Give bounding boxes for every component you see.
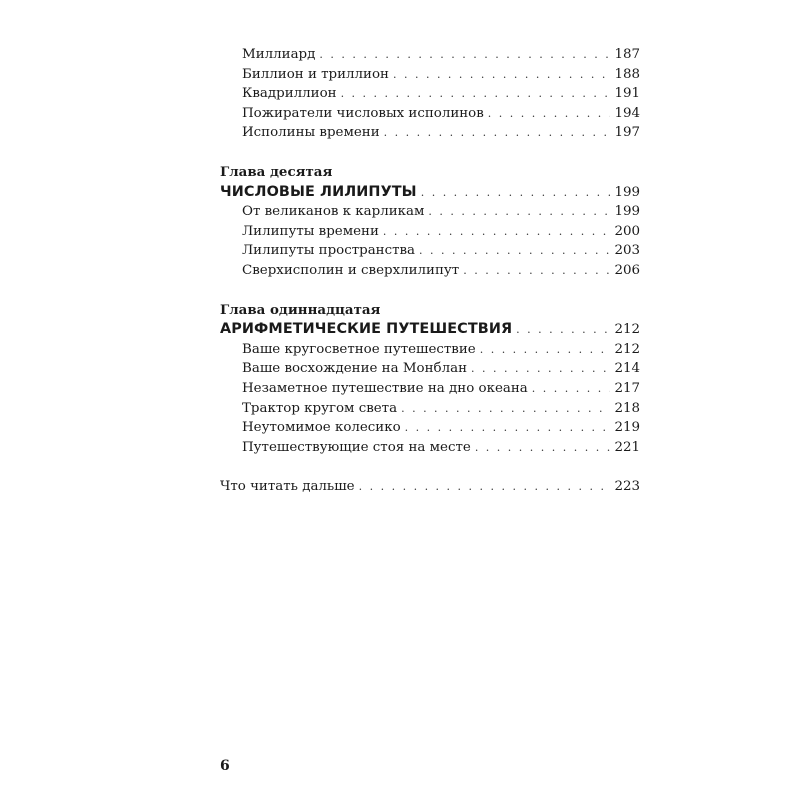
entry-page: 223 [614,479,640,495]
toc-entry [220,418,640,438]
dot-leader [393,65,610,85]
entry-label: Трактор кругом света [242,400,398,416]
dot-leader [488,104,610,124]
toc-entry [220,359,640,379]
further-reading [220,477,640,497]
page-number: 6 [220,758,230,774]
entry-page: 217 [614,380,640,396]
dot-leader [471,359,610,379]
dot-leader [463,261,610,281]
dot-leader [532,379,610,399]
entry-label: Миллиард [242,47,316,62]
entry-label: Сверхисполин и сверхлилипут [242,262,460,278]
dot-leader [384,123,610,143]
toc-entry [220,477,640,497]
dot-leader [516,320,610,340]
entry-label: Путешествующие стоя на месте [242,439,471,455]
toc-entry [220,45,640,65]
toc-entry [220,84,640,104]
toc-entry [220,379,640,399]
entry-label: Что читать дальше [220,479,355,495]
dot-leader [480,340,610,360]
top-entries [220,45,640,143]
entry-page: 214 [614,361,640,377]
toc-entry [220,261,640,281]
entry-page: 200 [614,223,640,239]
entry-page: 203 [614,243,640,259]
chapter-title-entry [220,183,640,203]
chapter-title-entry [220,320,640,340]
dot-leader [401,399,610,419]
entry-page: 188 [614,66,640,82]
entry-page: 219 [614,420,640,436]
table-of-contents [220,45,640,497]
toc-entry [220,340,640,360]
toc-entry [220,399,640,419]
dot-leader [383,222,610,242]
toc-entry [220,241,640,261]
chapter-title: АРИФМЕТИЧЕСКИЕ ПУТЕШЕСТВИЯ [220,321,513,338]
dot-leader [405,418,610,438]
entry-page: 206 [614,262,640,278]
entry-label: Квадриллион [242,86,337,102]
toc-entry [220,123,640,143]
entry-label: Лилипуты времени [242,223,379,239]
dot-leader [319,45,610,65]
chapter-title: ЧИСЛОВЫЕ ЛИЛИПУТЫ [220,183,417,200]
chapter-heading: Глава десятая [220,163,333,180]
entry-page: 218 [614,400,640,416]
entry-label: От великанов к карликам [242,204,425,220]
toc-entry [220,104,640,124]
toc-entry [220,65,640,85]
entry-page: 221 [614,439,640,455]
entry-page: 199 [614,204,640,220]
dot-leader [421,183,610,203]
toc-entry [220,438,640,458]
chapter-heading: Глава одиннадцатая [220,301,381,318]
dot-leader [428,202,610,222]
dot-leader [419,241,610,261]
toc-entry [220,222,640,242]
dot-leader [359,477,610,497]
entry-label: Ваше восхождение на Монблан [242,361,468,377]
toc-entry [220,202,640,222]
entry-label: Незаметное путешествие на дно океана [242,380,528,396]
entry-page: 197 [614,125,640,141]
entry-label: Лилипуты пространства [242,243,416,259]
entry-page: 194 [614,105,640,121]
chapter-eleven [220,301,640,458]
entry-page: 187 [614,47,640,62]
dot-leader [341,84,610,104]
dot-leader [475,438,610,458]
chapter-ten [220,163,640,281]
entry-page: 191 [614,86,640,102]
entry-page: 199 [614,184,640,200]
entry-page: 212 [614,322,640,338]
entry-label: Ваше кругосветное путешествие [242,341,476,357]
entry-page: 212 [614,341,640,357]
entry-label: Пожиратели числовых исполинов [242,105,484,121]
entry-label: Исполины времени [242,125,380,141]
entry-label: Неутомимое колесико [242,420,401,436]
entry-label: Биллион и триллион [242,66,389,82]
